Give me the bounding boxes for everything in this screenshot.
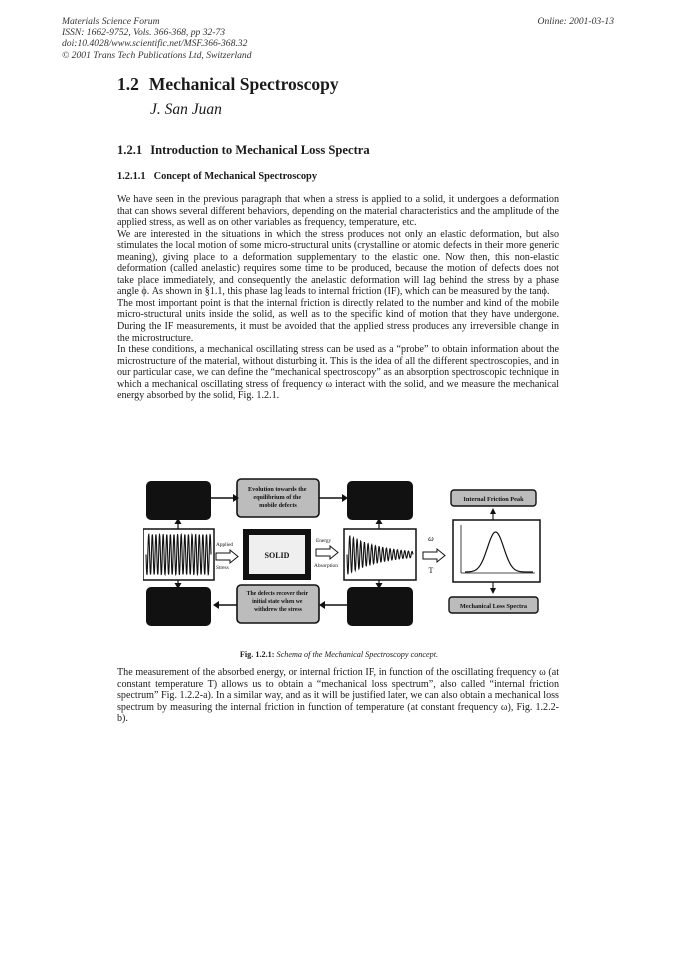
double-arrow-icon <box>216 550 238 563</box>
author-name: J. San Juan <box>150 101 222 118</box>
paragraph: We are interested in the situations in which the stress produces not only an elastic deformation, but also stimulates the local motion of some micro-structural units (crystalline or atomic defects in their more generic meaning), giving place to a deformation supplementary to the elastic one. Now then, this non-elastic deformation (called anelastic) requires some time to be produced, because the motion of defects does not take place immediately, and consequently the anelastic deformation will lag behind the stress by a phase angle ϕ. As shown in §1.1, this phase lag leads to internal friction (IF), which can be measured by the tanϕ. <box>117 228 559 298</box>
subsection-heading <box>117 143 370 158</box>
double-arrow-icon <box>316 546 338 559</box>
arrow-head <box>213 601 219 609</box>
black-box-bottom-right <box>347 587 413 626</box>
arrow-head <box>490 588 496 594</box>
black-box-bottom-left <box>146 587 211 626</box>
applied-label: Applied <box>216 542 234 548</box>
subsubsection-title: Concept of Mechanical Spectroscopy <box>153 171 318 182</box>
internal-friction-peak-label: Internal Friction Peak <box>463 496 524 503</box>
stress-label: Stress <box>216 565 229 571</box>
paragraph: The measurement of the absorbed energy, or internal friction IF, in function of the oscillating frequency ω (at constant temperature T) allows us to obtain a “mechanical loss spectrum”, also called “internal friction spectrum” Fig. 1.2.2-a). In a similar way, and as it will be justified later, we can also obtain a mechanical loss spectrum by measuring the internal friction in function of temperature (at constant frequency ω), Fig. 1.2.2-b). <box>117 667 559 725</box>
section-heading <box>117 74 339 95</box>
section-number: 1.2 <box>117 74 139 94</box>
double-arrow-icon <box>423 549 445 562</box>
closing-paragraph-block <box>117 667 559 725</box>
body-text <box>117 194 559 402</box>
paragraph: The most important point is that the internal friction is directly related to the number and kind of the mobile micro-structural units inside the solid, as well as to the specific kind of motion that they have undergone. During the IF measurements, it must be avoided that the applied stress produces any irreversible change in the microstructure. <box>117 297 559 344</box>
caption-label: Fig. 1.2.1: <box>239 650 275 659</box>
arrow-head <box>319 601 325 609</box>
doi-link[interactable]: doi:10.4028/www.scientific.net/MSF.366-368.32 <box>62 38 248 50</box>
journal-metadata <box>62 16 252 61</box>
subsubsection-heading <box>117 171 317 182</box>
black-box-top-right <box>347 481 413 520</box>
section-title: Mechanical Spectroscopy <box>148 74 339 94</box>
temperature-symbol: T <box>428 566 434 575</box>
issn-line: ISSN: 1662-9752, Vols. 366-368, pp 32-73 <box>62 27 226 39</box>
online-date: Online: 2001-03-13 <box>537 16 614 27</box>
absorption-label: Absorption <box>314 563 338 569</box>
evolution-box-text: Evolution towards the equilibrium of the mobile defects <box>248 486 307 509</box>
mechanical-loss-spectra-label: Mechanical Loss Spectra <box>459 603 528 610</box>
black-box-top-left <box>146 481 211 520</box>
figure-caption <box>0 650 678 659</box>
journal-name: Materials Science Forum <box>62 16 160 27</box>
solid-label: SOLID <box>264 551 290 560</box>
caption-text: Schema of the Mechanical Spectroscopy concept. <box>276 650 439 659</box>
mechanical-spectroscopy-diagram <box>143 476 543 626</box>
omega-symbol: ω <box>428 534 434 543</box>
paragraph: We have seen in the previous paragraph that when a stress is applied to a solid, it undergoes a deformation that can shows several different behaviors, depending on the material characteristics and the amplitude of the applied stress, as well as on other variables as frequency, temperature, etc. <box>117 194 559 229</box>
recover-box-text: The defects recover their initial state when we withdrew the stress <box>246 591 308 613</box>
energy-label: Energy <box>316 538 332 544</box>
subsection-title: Introduction to Mechanical Loss Spectra <box>150 143 370 157</box>
subsubsection-number: 1.2.1.1 <box>117 171 146 182</box>
subsection-number: 1.2.1 <box>117 143 143 157</box>
copyright-line: © 2001 Trans Tech Publications Ltd, Switzerland <box>62 49 252 61</box>
arrow-head <box>490 508 496 514</box>
paragraph: In these conditions, a mechanical oscillating stress can be used as a “probe” to obtain information about the microstructure of the material, without disturbing it. This is the idea of all the different spectroscopies, and in our particular case, we can define the “mechanical spectroscopy” as an absorption spectroscopic technique in which a mechanical oscillating stress of frequency ω interact with the solid, and we measure the mechanical energy absorbed by the solid, Fig. 1.2.1. <box>117 344 559 402</box>
